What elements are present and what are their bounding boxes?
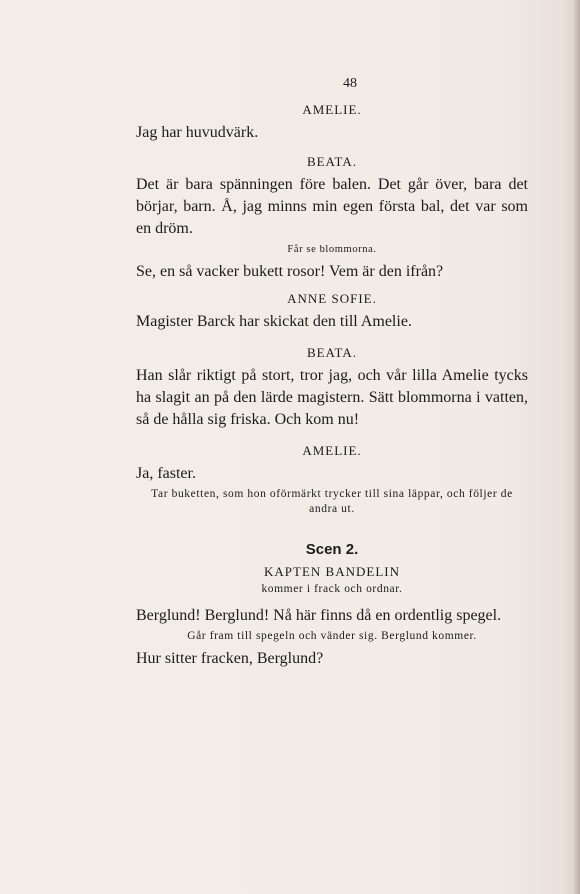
stage-direction: Får se blommorna. [287, 244, 377, 255]
dialogue-line: Han slår riktigt på stort, tror jag, och vår lilla Amelie tycks ha slagit an på den lärde magistern. Sätt blommorna i vatten, så de hålla sig friska. Och kom nu! [136, 367, 528, 428]
speaker-amelie: AMELIE. [302, 102, 362, 117]
dialogue-line: Det är bara spänningen före balen. Det går över, bara det börjar, barn. Å, jag minns min egen första bal, det var som en dröm. [136, 176, 528, 237]
speaker-beata: BEATA. [306, 154, 358, 169]
speaker-kapten-bandelin: KAPTEN BANDELIN [264, 564, 400, 579]
dialogue-line: Magister Barck har skickat den till Amelie. [136, 313, 412, 330]
stage-direction: Går fram till spegeln och vänder sig. Berglund kommer. [187, 630, 477, 642]
dialogue-line: Jag har huvudvärk. [136, 124, 259, 141]
page-number: 48 [343, 76, 357, 91]
speaker-anne-sofie: ANNE SOFIE. [287, 291, 377, 306]
page-content [136, 76, 528, 670]
dialogue-line: Berglund! Berglund! Nå här finns då en ordentlig spegel. [136, 607, 502, 624]
dialogue-line: Ja, faster. [136, 465, 196, 482]
scene-heading: Scen 2. [305, 541, 359, 558]
stage-direction: kommer i frack och ordnar. [261, 583, 403, 595]
speaker-beata: BEATA. [306, 345, 358, 360]
dialogue-line: Hur sitter fracken, Berglund? [136, 650, 324, 667]
speaker-amelie: AMELIE. [302, 443, 362, 458]
dialogue-line: Se, en så vacker bukett rosor! Vem är den ifrån? [136, 263, 444, 280]
page-edge [574, 0, 580, 894]
stage-direction: Tar buketten, som hon oförmärkt trycker till sina läppar, och följer de andra ut. [151, 488, 513, 515]
